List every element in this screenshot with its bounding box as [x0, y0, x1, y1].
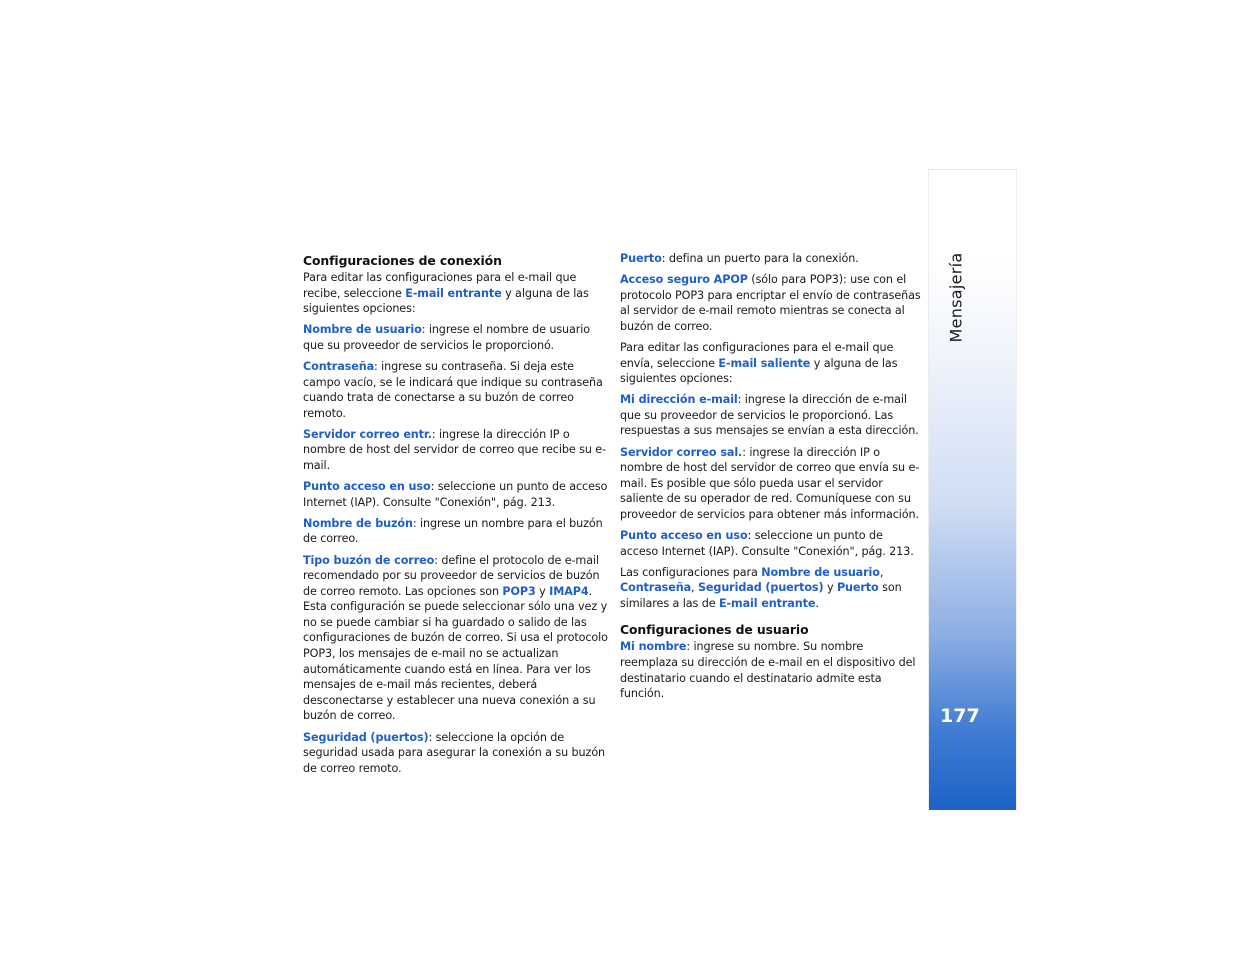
body-text: y alguna de las siguientes opciones:	[303, 286, 589, 316]
paragraph	[303, 359, 608, 421]
section-heading: Configuraciones de usuario	[620, 622, 809, 638]
left-column	[303, 253, 608, 782]
section-heading: Configuraciones de conexión	[303, 253, 502, 268]
paragraph	[303, 427, 608, 474]
setting-keyword: Contraseña	[620, 581, 692, 595]
body-text: son similares a las de	[620, 581, 902, 610]
setting-keyword: Punto acceso en uso	[303, 480, 431, 494]
paragraph	[620, 565, 922, 612]
body-text: : ingrese la dirección IP o nombre de host del servidor de correo que envía su e-mail. Es posible que sólo pueda usar el servidor saliente de su operador de red. Comuníquese con su proveedor de servicios para obtener más información.	[620, 445, 920, 521]
paragraph	[303, 270, 608, 317]
setting-keyword: IMAP4	[549, 584, 589, 598]
body-text: Para editar las configuraciones para el e-mail que envía, seleccione	[620, 340, 894, 370]
setting-keyword: Seguridad (puertos)	[303, 730, 429, 744]
body-text: (sólo para POP3): use con el protocolo POP3 para encriptar el envío de contraseñas al servidor de e-mail remoto mientras se conecta al buzón de correo.	[620, 273, 921, 333]
setting-keyword: Acceso seguro APOP	[620, 273, 748, 287]
body-text: : seleccione la opción de seguridad usada para asegurar la conexión a su buzón de correo remoto.	[303, 730, 606, 775]
body-text: : define el protocolo de e-mail recomendado por su proveedor de servicios de buzón de correo remoto. Las opciones son	[303, 553, 600, 598]
setting-keyword: Servidor correo sal.	[620, 445, 743, 459]
chapter-title: Mensajería	[946, 252, 966, 343]
paragraph	[620, 340, 922, 387]
setting-keyword: Punto acceso en uso	[620, 529, 748, 542]
body-text: .	[815, 596, 819, 610]
body-text: . Esta configuración se puede seleccionar sólo una vez y no se puede cambiar si ha guardado o salido de las configuraciones de buzón de correo. Si usa el protocolo POP3, los mensajes de e-mail no se actualizan automáticamente cuando está en línea. Para ver los mensajes de e-mail más recientes, deberá desconectarse y establecer una nueva conexión a su buzón de correo.	[303, 584, 608, 723]
paragraph	[303, 322, 608, 353]
paragraph	[620, 392, 922, 439]
body-text: : ingrese su contraseña. Si deja este campo vacío, se le indicará que indique su contraseña cuando trata de conectarse a su buzón de correo remoto.	[303, 359, 603, 420]
setting-keyword: Nombre de usuario	[303, 323, 422, 337]
body-text: : ingrese la dirección IP o nombre de host del servidor de correo que recibe su e-mail.	[303, 427, 607, 473]
body-text: y	[535, 584, 550, 598]
body-text: Para editar las configuraciones para el e-mail que recibe, seleccione	[303, 271, 577, 300]
body-text: y alguna de las siguientes opciones:	[620, 356, 898, 386]
paragraph	[620, 272, 922, 334]
body-text: Las configuraciones para	[620, 565, 762, 579]
body-text: : ingrese un nombre para el buzón de correo.	[303, 516, 603, 546]
setting-keyword: POP3	[502, 584, 536, 598]
paragraph	[303, 479, 608, 510]
body-text: : ingrese el nombre de usuario que su proveedor de servicios le proporcionó.	[303, 323, 591, 352]
setting-keyword: Nombre de usuario	[761, 565, 880, 579]
paragraph	[620, 528, 922, 559]
paragraph	[620, 251, 922, 267]
body-text: ,	[691, 581, 698, 595]
page-number: 177	[940, 705, 980, 727]
paragraph	[303, 730, 608, 777]
setting-keyword: Seguridad (puertos)	[697, 581, 824, 595]
setting-keyword: Tipo buzón de correo	[303, 553, 435, 567]
setting-keyword: E-mail entrante	[718, 596, 816, 610]
body-text: : defina un puerto para la conexión.	[661, 252, 859, 265]
body-text: ,	[879, 565, 884, 579]
paragraph	[620, 445, 922, 523]
body-text: : seleccione un punto de acceso Internet (IAP). Consulte "Conexión", pág. 213.	[303, 480, 608, 509]
body-text: : seleccione un punto de acceso Internet (IAP). Consulte "Conexión", pág. 213.	[620, 529, 914, 558]
body-text: y	[823, 581, 837, 595]
setting-keyword: E-mail entrante	[405, 286, 502, 300]
paragraph	[620, 639, 922, 701]
body-text: : ingrese la dirección de e-mail que su proveedor de servicios le proporcionó. Las respuestas a sus mensajes se envían a esta dirección.	[620, 393, 919, 438]
setting-keyword: Puerto	[836, 581, 879, 595]
paragraph	[303, 516, 608, 547]
setting-keyword: Mi nombre	[620, 640, 687, 654]
body-text: : ingrese su nombre. Su nombre reemplaza su dirección de e-mail en el dispositivo del destinatario cuando el destinatario admite esta función.	[620, 640, 916, 701]
right-column	[620, 251, 922, 707]
setting-keyword: Servidor correo entr.	[303, 427, 432, 441]
setting-keyword: E-mail saliente	[718, 356, 811, 370]
setting-keyword: Mi dirección e-mail	[620, 393, 738, 407]
setting-keyword: Puerto	[620, 252, 662, 265]
setting-keyword: Nombre de buzón	[303, 516, 413, 530]
setting-keyword: Contraseña	[303, 359, 375, 373]
paragraph	[303, 553, 608, 725]
